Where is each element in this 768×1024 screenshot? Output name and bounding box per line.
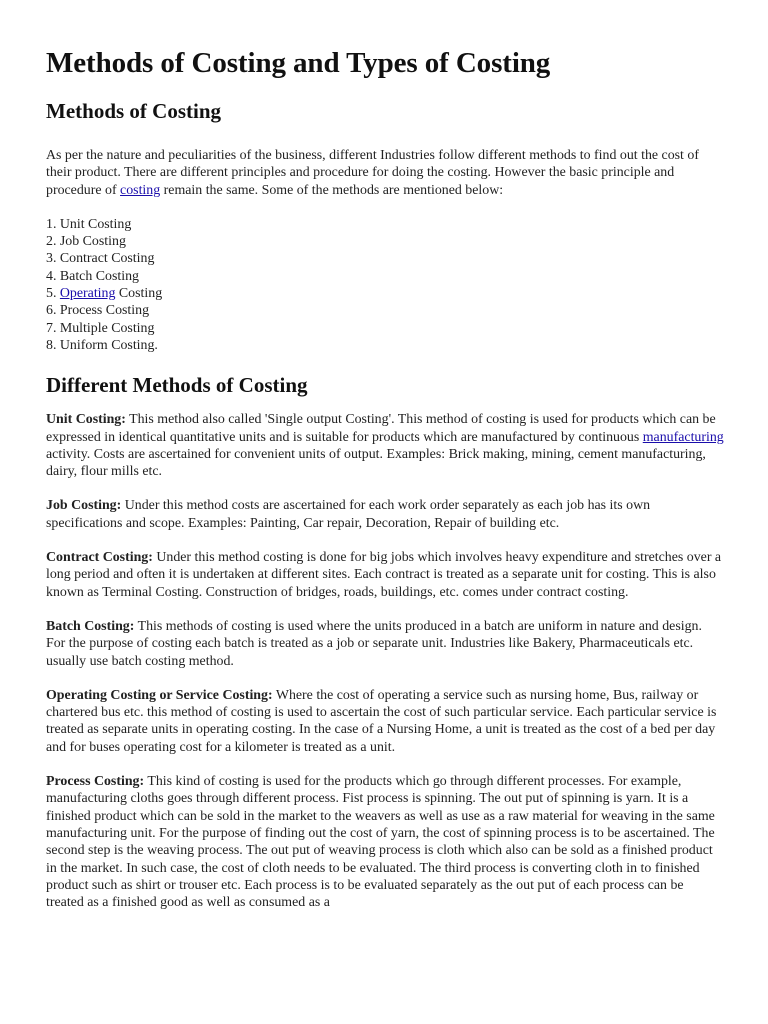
paragraph-term: Process Costing: xyxy=(46,774,145,790)
list-item-number: 7. xyxy=(46,320,60,336)
list-item-number: 1. xyxy=(46,216,60,232)
paragraph-text-end: activity. Costs are ascertained for convenient units of output. Examples: Brick making, mining, cement manufacturing, dairy, flour mills etc. xyxy=(46,446,706,480)
section-title-different-methods: Different Methods of Costing xyxy=(46,373,308,398)
list-item-number: 5. xyxy=(46,286,60,302)
paragraph-job-costing xyxy=(46,497,724,532)
list-item-text-end: Costing xyxy=(115,286,163,302)
list-item-text: Job Costing xyxy=(59,234,126,250)
costing-link[interactable]: costing xyxy=(120,182,161,198)
page-title: Methods of Costing and Types of Costing xyxy=(46,47,551,79)
paragraph-term: Job Costing: xyxy=(46,498,122,514)
list-item xyxy=(46,268,724,285)
manufacturing-link[interactable]: manufacturing xyxy=(642,429,724,445)
paragraph-batch-costing xyxy=(46,618,724,670)
list-item-text: Unit Costing xyxy=(59,216,132,232)
paragraph-contract-costing xyxy=(46,549,724,601)
list-item-text: Contract Costing xyxy=(59,251,155,267)
paragraph-text: Where the cost of operating a service such as nursing home, Bus, railway or chartered bus etc. this method of costing is used to ascertain the cost of such particular service. Each particular service is treated as separate units in operating costing. In the case of a Nursing Home, a unit is treated as the cost of a bed per day and for buses operating cost for a kilometer is treated as a unit. xyxy=(46,687,717,755)
list-item xyxy=(46,216,724,233)
list-item-number: 6. xyxy=(46,303,60,319)
operating-link[interactable]: Operating xyxy=(59,286,116,302)
list-item-text: Process Costing xyxy=(59,303,150,319)
list-item-number: 2. xyxy=(46,234,60,250)
paragraph-text: This methods of costing is used where the units produced in a batch are uniform in nature and design. For the purpose of costing each batch is treated as a job or separate unit. Industries like Bakery, Pharmaceuticals etc. usually use batch costing method. xyxy=(46,618,702,669)
paragraph-term: Batch Costing: xyxy=(46,618,135,634)
paragraph-text: This kind of costing is used for the products which go through different processes. For example, manufacturing cloths goes through different process. Fist process is spinning. The out put of spinning is yarn. It is a finished product which can be sold in the market to the weavers as well as use as a raw material for weaving in the same manufacturing unit. For the purpose of finding out the cost of yarn, the cost of spinning process is to be ascertained. The second step is the weaving process. The out put of weaving process is cloth which also can be sold as a finished product in the market. In such case, the cost of cloth needs to be evaluated. The third process is converting cloth in to finished product such as shirt or trouser etc. Each process is to be evaluated separately as the out put of each process can be treated as a finished good as well as consumed as a xyxy=(46,774,715,911)
list-item xyxy=(46,285,724,302)
list-item xyxy=(46,320,724,337)
list-item-number: 8. xyxy=(46,337,60,353)
paragraph-unit-costing xyxy=(46,411,724,480)
intro-text-start: As per the nature and peculiarities of the business, different Industries follow different methods to find out the cost of their product. There are different principles and procedure for doing the costing. However the basic principle and procedure of xyxy=(46,148,699,198)
section-title-methods: Methods of Costing xyxy=(46,99,222,123)
methods-list xyxy=(46,216,724,354)
paragraph-text: This method also called 'Single output Costing'. This method of costing is used for products which can be expressed in identical quantitative units and is suitable for products which are manufactured by continuous xyxy=(46,412,716,445)
paragraph-process-costing xyxy=(46,773,724,911)
list-item xyxy=(46,302,724,319)
intro-text-end: remain the same. Some of the methods are mentioned below: xyxy=(160,182,504,198)
paragraph-text: Under this method costs are ascertained for each work order separately as each job has its own specifications and scope. Examples: Painting, Car repair, Decoration, Repair of building etc. xyxy=(46,498,651,531)
paragraph-operating-costing xyxy=(46,687,724,756)
list-item-text: Multiple Costing xyxy=(59,320,155,336)
paragraph-term: Contract Costing: xyxy=(46,550,153,566)
list-item xyxy=(46,337,724,354)
list-item xyxy=(46,250,724,267)
paragraph-term: Unit Costing: xyxy=(46,412,126,428)
intro-paragraph xyxy=(46,147,724,199)
list-item-text: Batch Costing xyxy=(59,268,139,284)
list-item-number: 4. xyxy=(46,268,60,284)
paragraph-text: Under this method costing is done for big jobs which involves heavy expenditure and stretches over a long period and often it is undertaken at different sites. Each contract is treated as a separate unit for costing. This is also known as Terminal Costing. Construction of bridges, roads, buildings, etc. comes under contract costing. xyxy=(46,550,722,600)
list-item-number: 3. xyxy=(46,251,60,267)
list-item-text: Uniform Costing. xyxy=(59,337,158,353)
paragraph-term: Operating Costing or Service Costing: xyxy=(46,687,273,703)
list-item xyxy=(46,233,724,250)
